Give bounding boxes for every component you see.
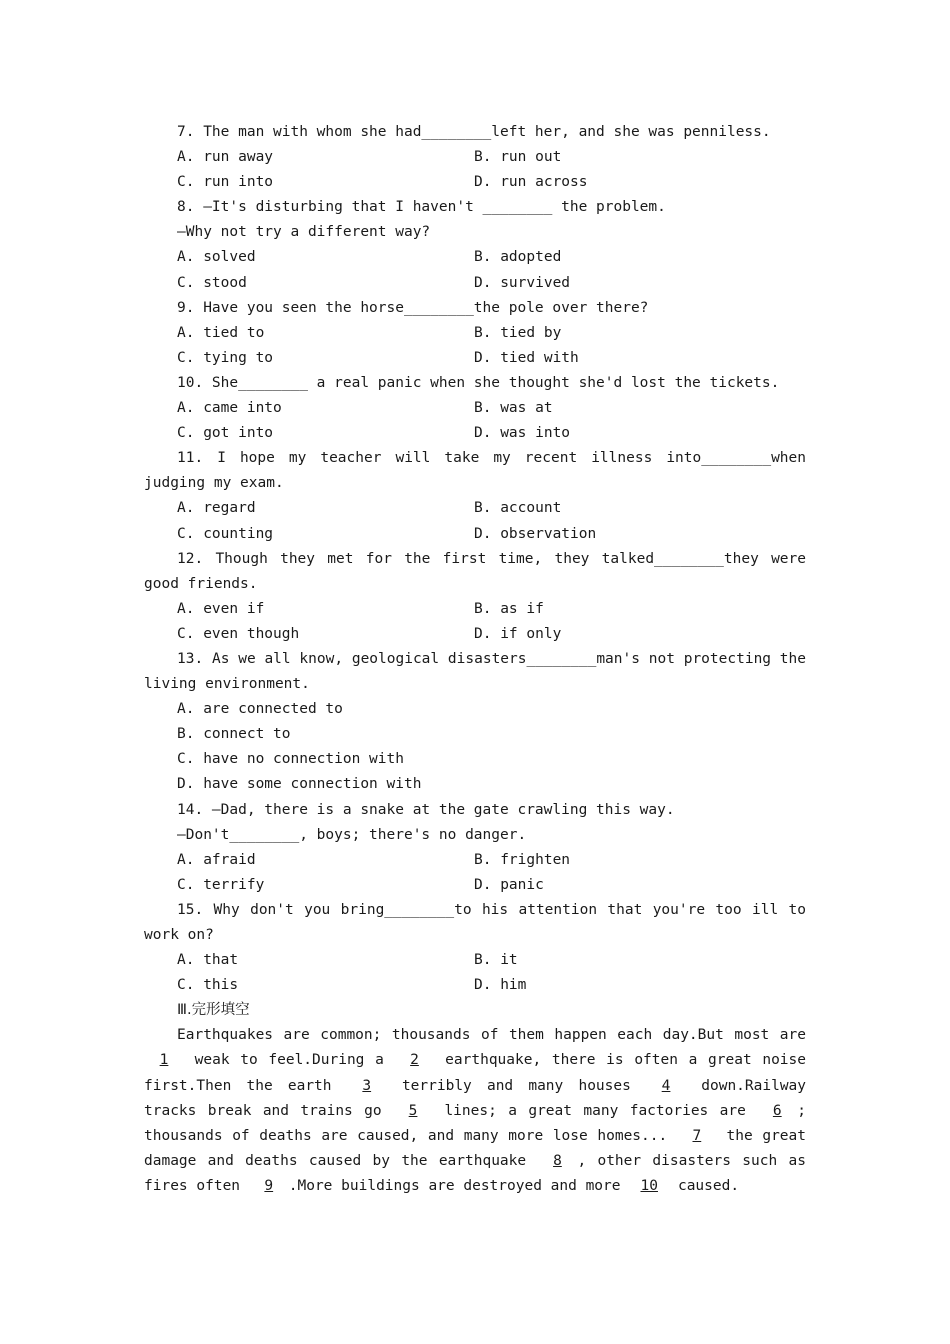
question-14-dialogue: —Don't________, boys; there's no danger. [177,826,527,843]
question-12-options [144,622,806,647]
option-d: D. him [474,977,527,994]
question-14-stem: 14. —Dad, there is a snake at the gate crawling this way. [177,801,675,818]
cloze-blank-4: 4 [661,1077,671,1094]
question-12-options [144,597,806,622]
question-8-options [144,271,806,296]
question-12-stem: 12. Though they met for the first time, they talked________they were good friends. [144,550,806,592]
cloze-blank-2: 2 [410,1052,419,1069]
cloze-blank-9: 9 [264,1177,274,1194]
cloze-blank-6: 6 [772,1102,782,1119]
option-b: B. was at [474,400,553,417]
question-13-stem: 13. As we all know, geological disasters________man's not protecting the living environment. [144,650,806,693]
option-a: A. solved [177,249,256,266]
section-heading: Ⅲ.完形填空 [177,1002,250,1019]
option-b: B. run out [474,149,562,166]
question-15-options [144,973,806,998]
option-c: C. run into [177,174,274,191]
question-15-stem: 15. Why don't you bring________to his attention that you're too ill to work on? [144,901,806,943]
cloze-blank-1: 1 [159,1052,169,1069]
cloze-blank-5: 5 [408,1102,418,1119]
question-8-options [144,245,806,270]
cloze-blank-7: 7 [692,1127,702,1144]
option-a: A. are connected to [177,701,343,718]
option-a: A. regard [177,500,256,517]
option-c: C. even though [177,625,300,642]
option-a: A. even if [177,600,265,617]
cloze-blank-10: 10 [640,1177,658,1194]
option-b: B. it [474,952,518,969]
question-7-options [144,145,806,170]
option-d: D. have some connection with [177,776,422,793]
question-14-options [144,848,806,873]
option-c: C. have no connection with [177,751,404,768]
option-b: B. tied by [474,324,562,341]
option-d: D. was into [474,425,571,442]
question-11-options [144,496,806,521]
option-b: B. account [474,500,562,517]
option-a: A. tied to [177,324,265,341]
option-b: B. connect to [177,726,291,743]
document-page [144,120,806,1199]
question-15-options [144,948,806,973]
option-b: B. adopted [474,249,562,266]
cloze-blank-3: 3 [362,1077,372,1094]
question-10-stem: 10. She________ a real panic when she thought she'd lost the tickets. [177,374,780,391]
option-a: A. that [177,952,239,969]
option-d: D. run across [474,174,588,191]
option-d: D. observation [474,525,597,542]
option-c: C. counting [177,525,274,542]
question-9-options [144,346,806,371]
option-c: C. stood [177,274,247,291]
option-c: C. terrify [177,876,265,893]
cloze-blank-8: 8 [553,1152,562,1169]
question-14-options [144,873,806,898]
option-a: A. came into [177,400,282,417]
option-c: C. this [177,977,239,994]
option-d: D. survived [474,274,571,291]
option-a: A. afraid [177,851,256,868]
question-10-options [144,396,806,421]
option-a: A. run away [177,149,274,166]
question-9-options [144,321,806,346]
option-d: D. panic [474,876,544,893]
question-8-stem: 8. —It's disturbing that I haven't ________ the problem. [177,199,666,216]
cloze-passage: Earthquakes are common; thousands of them happen each day.But most are 1 weak to feel.During a 2 earthquake, there is often a great noise first.Then the earth 3 terribly and many houses 4 down.Railway tracks break and trains go 5 lines; a great many factories are 6 ; thousands of deaths are caused, and many more lose homes... 7 the great damage and deaths caused by the earthquake 8 , other disasters such as fires often 9 .More buildings are destroyed and more 10 caused. [144,1023,806,1199]
option-c: C. got into [177,425,274,442]
question-8-dialogue: —Why not try a different way? [177,224,431,241]
option-d: D. tied with [474,349,579,366]
option-d: D. if only [474,625,562,642]
question-7-stem: 7. The man with whom she had________left her, and she was penniless. [177,124,771,140]
question-9-stem: 9. Have you seen the horse________the pole over there? [177,299,649,316]
option-b: B. as if [474,600,544,617]
question-10-options [144,421,806,446]
question-7-options [144,170,806,195]
option-b: B. frighten [474,851,571,868]
option-c: C. tying to [177,349,274,366]
question-11-options [144,522,806,547]
question-11-stem: 11. I hope my teacher will take my recent illness into________when judging my exam. [144,450,806,492]
